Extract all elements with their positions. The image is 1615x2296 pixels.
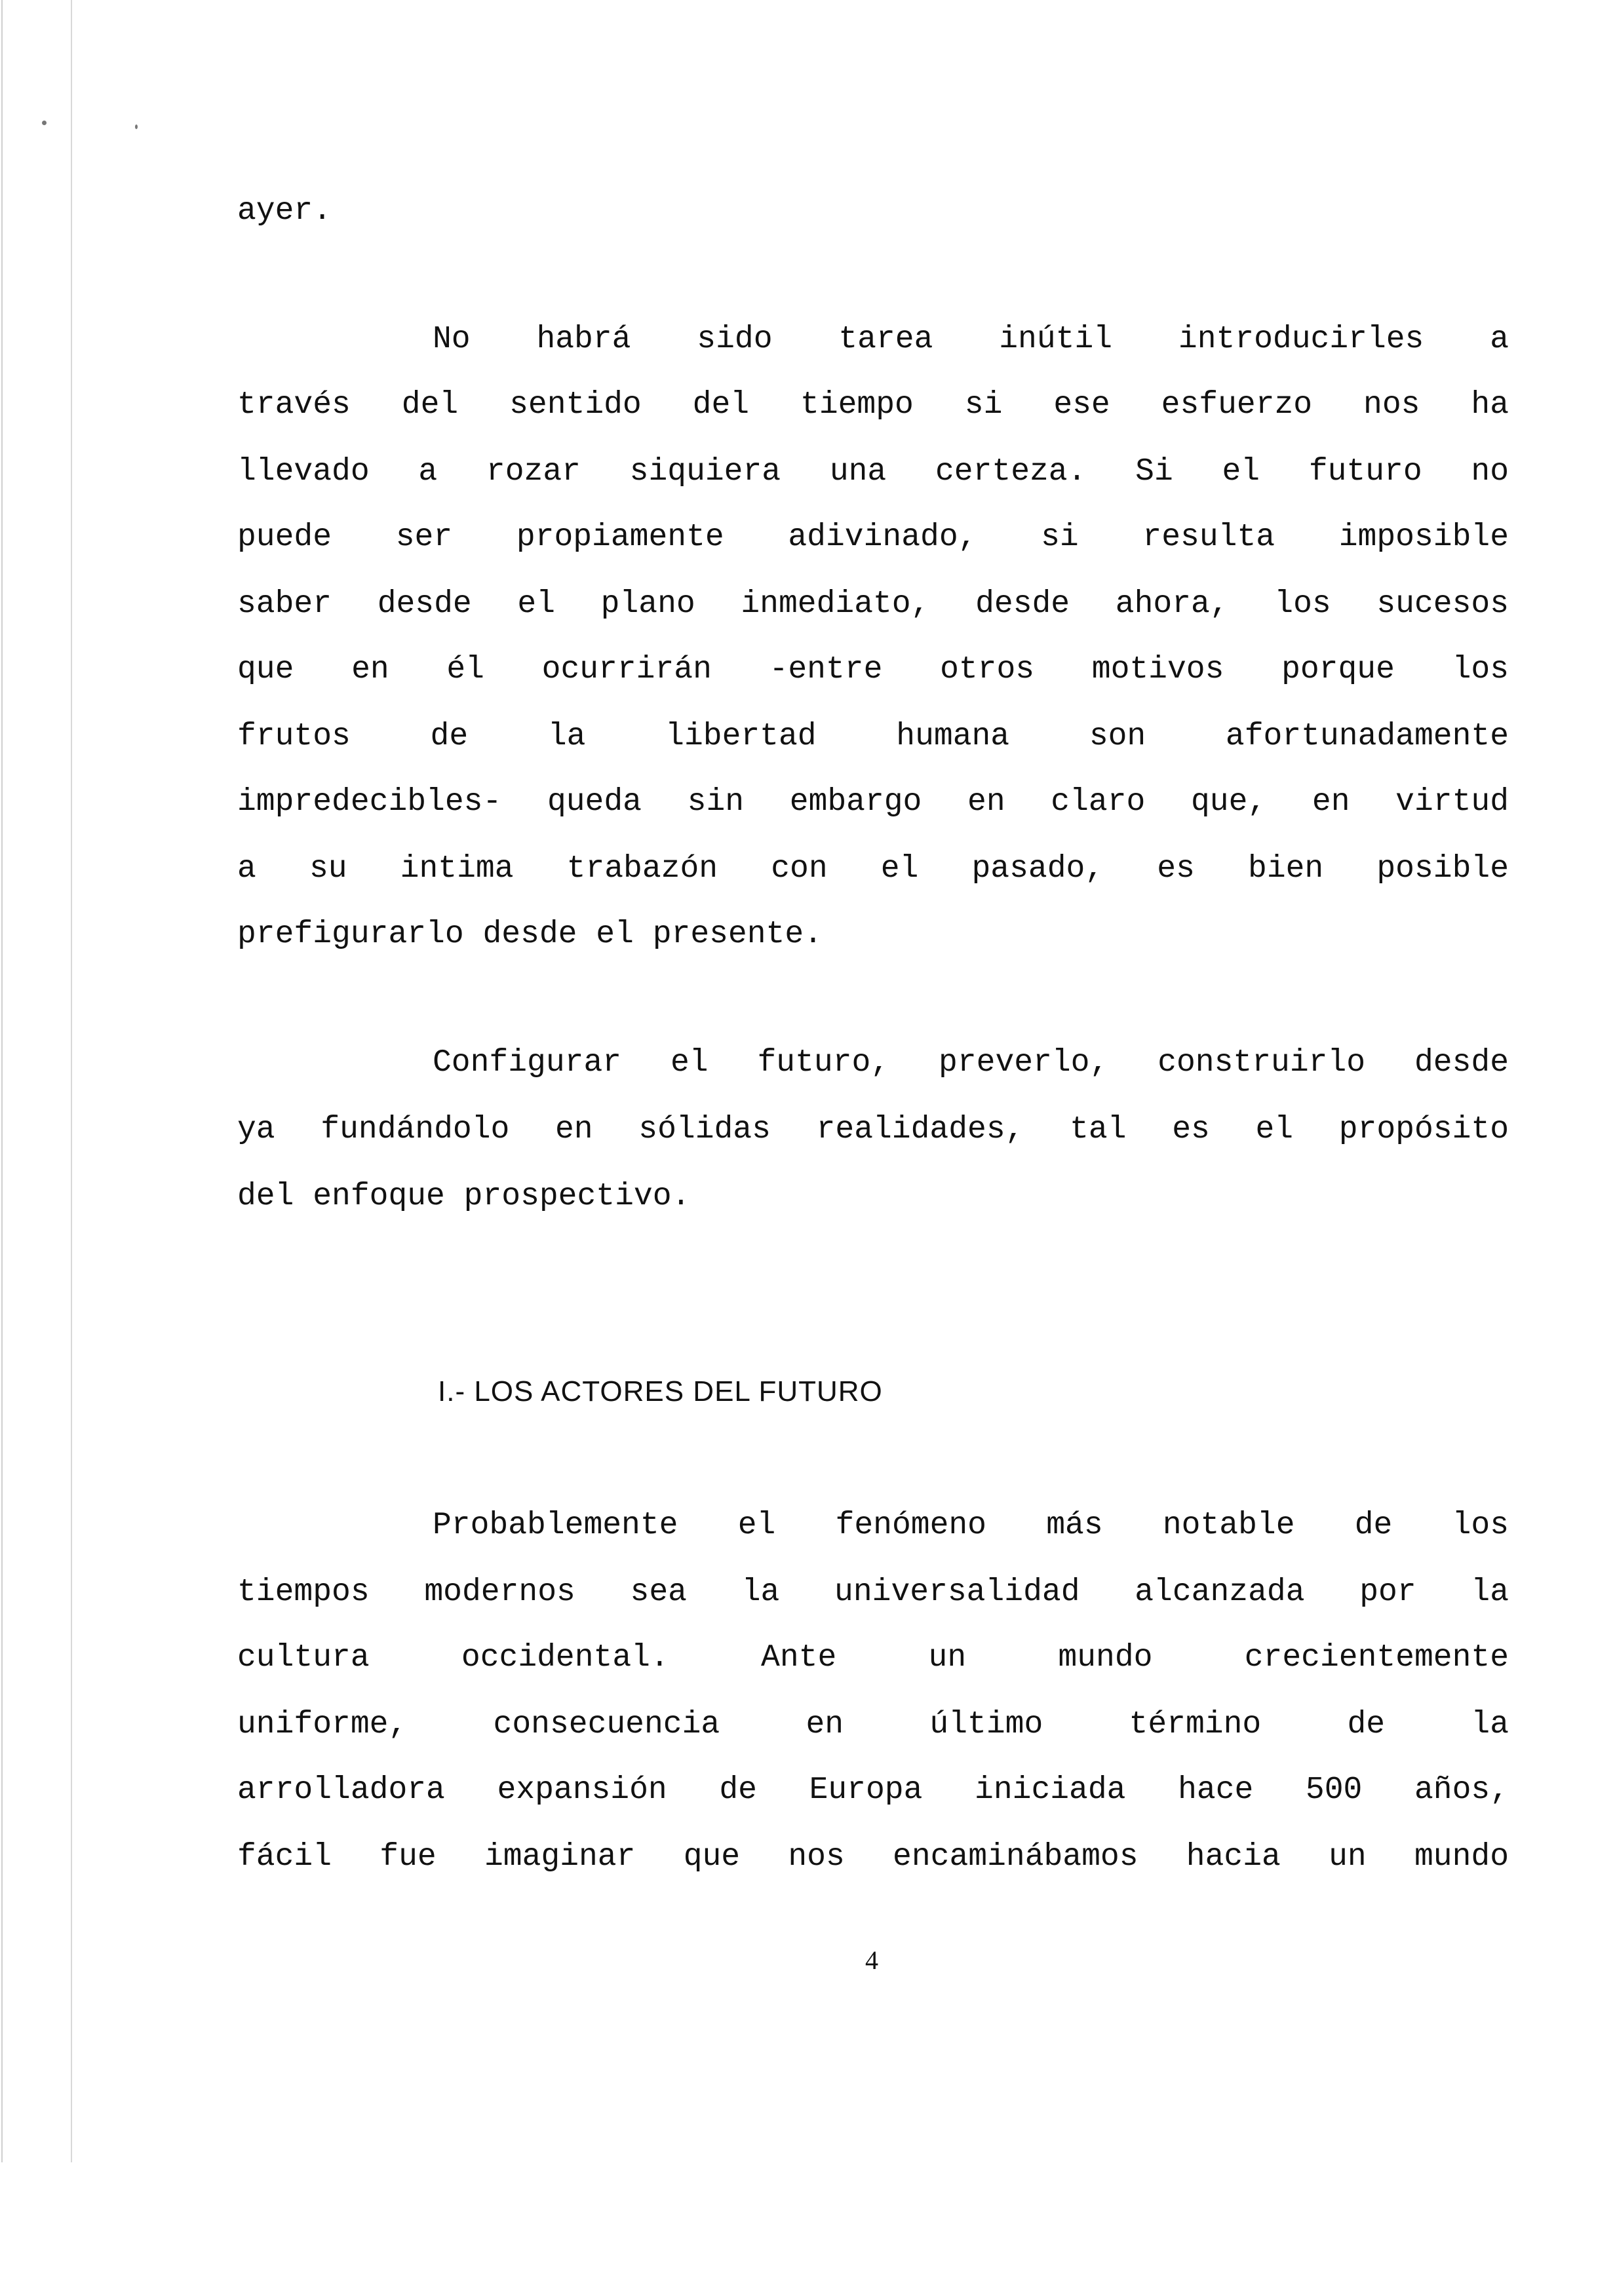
section-heading: I.- LOS ACTORES DEL FUTURO (438, 1375, 883, 1407)
body-line: Probablemente el fenómeno más notable de los (433, 1508, 1509, 1543)
body-line: saber desde el plano inmediato, desde ahora, los sucesos (237, 586, 1509, 622)
body-line: a su intima trabazón con el pasado, es bien posible (237, 851, 1509, 887)
body-line: arrolladora expansión de Europa iniciada hace 500 años, (237, 1772, 1509, 1808)
body-line: cultura occidental. Ante un mundo crecientemente (237, 1640, 1509, 1675)
body-line: ya fundándolo en sólidas realidades, tal es el propósito (237, 1112, 1509, 1147)
body-line: impredecibles- queda sin embargo en claro que, en virtud (237, 784, 1509, 820)
body-line: prefigurarlo desde el presente. (237, 917, 823, 952)
binding-edge (1, 0, 3, 2162)
body-line: frutos de la libertad humana son afortunadamente (237, 719, 1509, 754)
body-line: tiempos modernos sea la universalidad alcanzada por la (237, 1575, 1509, 1610)
scan-speck (42, 121, 47, 125)
body-line: puede ser propiamente adivinado, si resulta imposible (237, 520, 1509, 555)
page-number: 4 (865, 1945, 878, 1975)
body-line: fácil fue imaginar que nos encaminábamos hacia un mundo (237, 1839, 1509, 1875)
body-line: Configurar el futuro, preverlo, construirlo desde (433, 1045, 1509, 1081)
binding-edge (71, 0, 72, 2162)
body-line: que en él ocurrirán -entre otros motivos porque los (237, 652, 1509, 687)
body-line: llevado a rozar siquiera una certeza. Si el futuro no (237, 454, 1509, 489)
body-line: través del sentido del tiempo si ese esfuerzo nos ha (237, 387, 1509, 423)
body-line: del enfoque prospectivo. (237, 1179, 691, 1214)
body-line: uniforme, consecuencia en último término de la (237, 1707, 1509, 1742)
scan-speck (135, 124, 138, 129)
body-line: No habrá sido tarea inútil introducirles a (433, 322, 1509, 357)
body-line: ayer. (237, 193, 332, 229)
